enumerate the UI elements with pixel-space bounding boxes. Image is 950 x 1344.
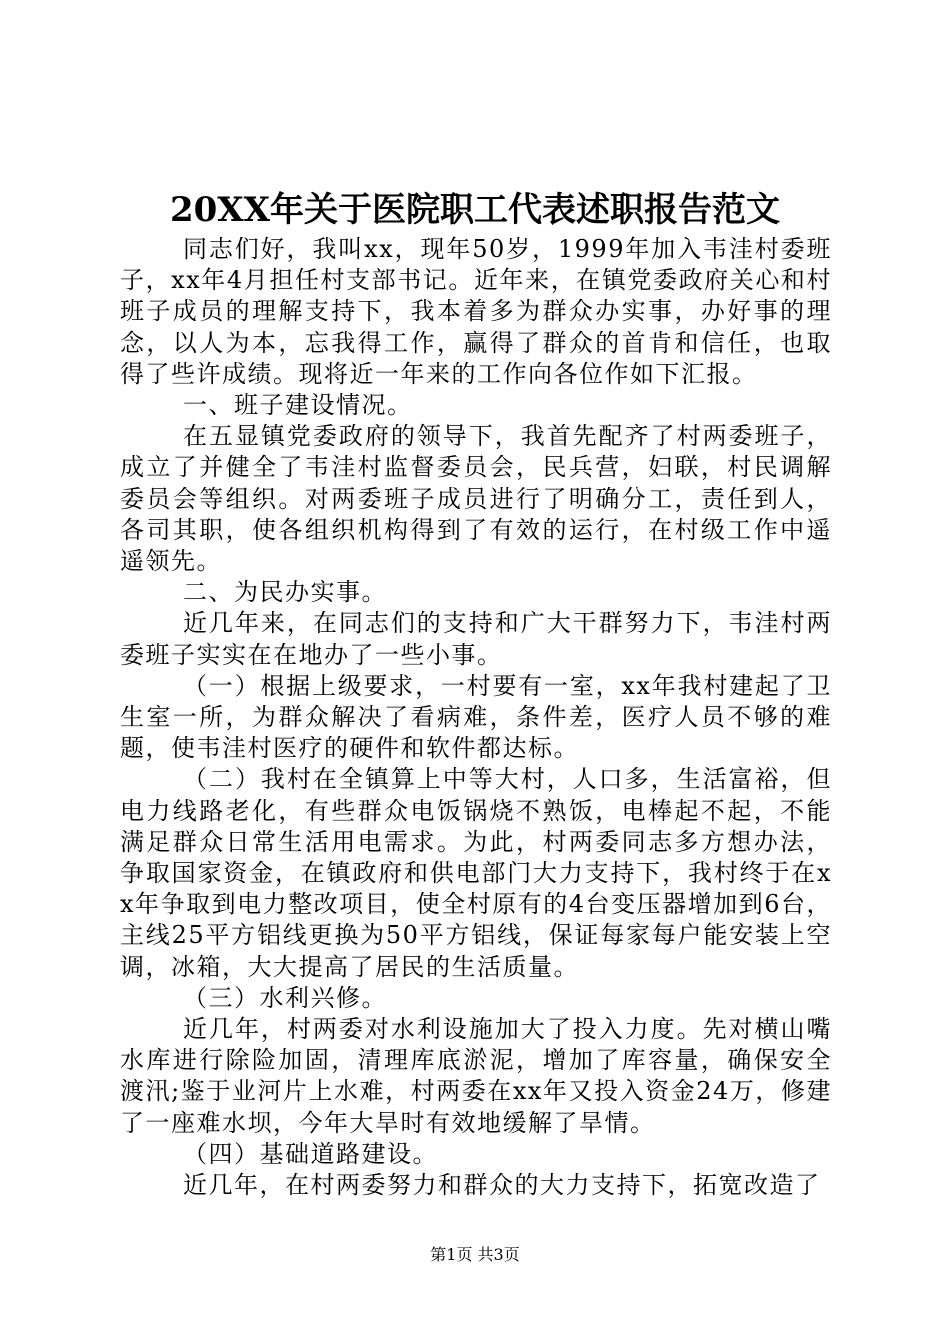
subheading-water-conservancy: （三）水利兴修。 <box>183 983 387 1012</box>
subheading-road-construction: （四）基础道路建设。 <box>183 1139 438 1168</box>
paragraph-intro: 同志们好，我叫xx，现年50岁，1999年加入韦洼村委班子，xx年4月担任村支部书记。近年来，在镇党委政府关心和村班子成员的理解支持下，我本着多为群众办实事，办好事的理念，以人为本，忘我得工作，赢得了群众的首肯和信任，也取得了些许成绩。现将近一年来的工作向各位作如下汇报。 <box>120 235 832 388</box>
page-footer: 第1页 共3页 <box>430 1245 520 1264</box>
document-body <box>120 234 832 1201</box>
paragraph-road-construction: 近几年，在村两委努力和群众的大力支持下，拓宽改造了 <box>183 1171 821 1200</box>
paragraph-power-grid: （二）我村在全镇算上中等大村，人口多，生活富裕，但电力线路老化，有些群众电饭锅烧不熟饭，电棒起不起，不能满足群众日常生活用电需求。为此，村两委同志多方想办法，争取国家资金，在镇政府和供电部门大力支持下，我村终于在xx年争取到电力整改项目，使全村原有的4台变压器增加到6台，主线25平方铝线更换为50平方铝线，保证每家每户能安装上空调，冰箱，大大提高了居民的生活质量。 <box>120 765 832 981</box>
paragraph-water-conservancy: 近几年，村两委对水利设施加大了投入力度。先对横山嘴水库进行除险加固，清理库底淤泥，增加了库容量，确保安全渡汛;鉴于业河片上水难，村两委在xx年又投入资金24万，修建了一座难水坝，今年大旱时有效地缓解了旱情。 <box>120 1015 832 1137</box>
paragraph-team-building: 在五显镇党委政府的领导下，我首先配齐了村两委班子，成立了并健全了韦洼村监督委员会，民兵营，妇联，村民调解委员会等组织。对两委班子成员进行了明确分工，责任到人，各司其职，使各组织机构得到了有效的运行，在村级工作中遥遥领先。 <box>120 422 832 576</box>
section-heading-practical-work: 二、为民办实事。 <box>183 578 387 607</box>
paragraph-practical-work: 近几年来，在同志们的支持和广大干群努力下，韦洼村两委班子实实在在地办了一些小事。 <box>120 609 832 669</box>
document-title: 20XX年关于医院职工代表述职报告范文 <box>169 190 781 230</box>
paragraph-clinic: （一）根据上级要求，一村要有一室，xx年我村建起了卫生室一所，为群众解决了看病难，条件差，医疗人员不够的难题，使韦洼村医疗的硬件和软件都达标。 <box>120 671 832 763</box>
section-heading-team-building: 一、班子建设情况。 <box>183 391 413 420</box>
